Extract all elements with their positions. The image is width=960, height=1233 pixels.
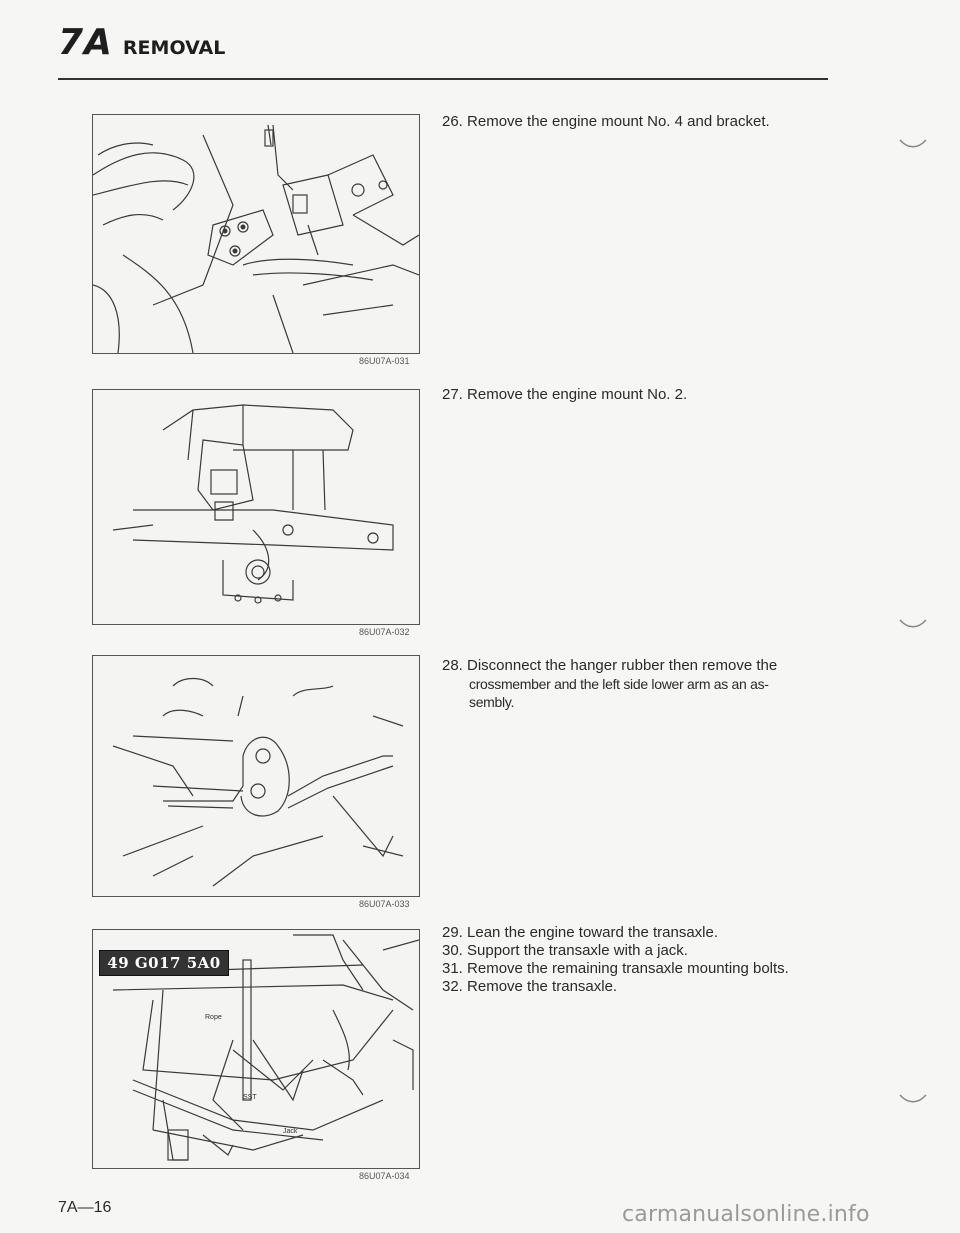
figure-code: 86U07A-034: [359, 1171, 410, 1181]
figure-engine-mount-4: [92, 114, 420, 354]
engine-mount-4-illustration: [93, 115, 419, 353]
figure-transaxle-support: [92, 929, 420, 1169]
watermark-link[interactable]: carmanualsonline.info: [622, 1202, 870, 1227]
hanger-rubber-illustration: [93, 656, 419, 896]
margin-mark: [898, 615, 928, 635]
special-tool-number-badge: 49 G017 5A0: [99, 950, 229, 976]
step-29: 29. Lean the engine toward the transaxle.: [442, 924, 719, 941]
sst-label: SST: [243, 1094, 257, 1101]
section-title: REMOVAL: [122, 37, 226, 59]
figure-hanger-rubber: [92, 655, 420, 897]
step-27: 27. Remove the engine mount No. 2.: [442, 386, 688, 403]
margin-mark: [898, 1090, 928, 1110]
figure-code: 86U07A-032: [359, 627, 410, 637]
engine-mount-2-illustration: [93, 390, 419, 624]
step-28-line-1: 28. Disconnect the hanger rubber then remove the: [442, 657, 778, 674]
step-28-line-2: crossmember and the left side lower arm as an as-: [469, 676, 769, 692]
rope-label: Rope: [205, 1014, 222, 1021]
figure-engine-mount-2: [92, 389, 420, 625]
margin-mark: [898, 135, 928, 155]
step-28-line-3: sembly.: [469, 694, 515, 710]
step-31: 31. Remove the remaining transaxle mounting bolts.: [442, 960, 789, 977]
figure-code: 86U07A-033: [359, 899, 410, 909]
step-30: 30. Support the transaxle with a jack.: [442, 942, 688, 959]
page-number: 7A—16: [58, 1199, 112, 1216]
step-32: 32. Remove the transaxle.: [442, 978, 618, 995]
steps-29-32: [442, 924, 789, 996]
header-rule: [58, 78, 828, 80]
section-number: 7A: [58, 22, 113, 63]
step-28: [442, 657, 777, 711]
figure-code: 86U07A-031: [359, 356, 410, 366]
page-header: [58, 22, 225, 63]
jack-label: Jack: [283, 1128, 298, 1135]
step-26: 26. Remove the engine mount No. 4 and bracket.: [442, 113, 770, 130]
